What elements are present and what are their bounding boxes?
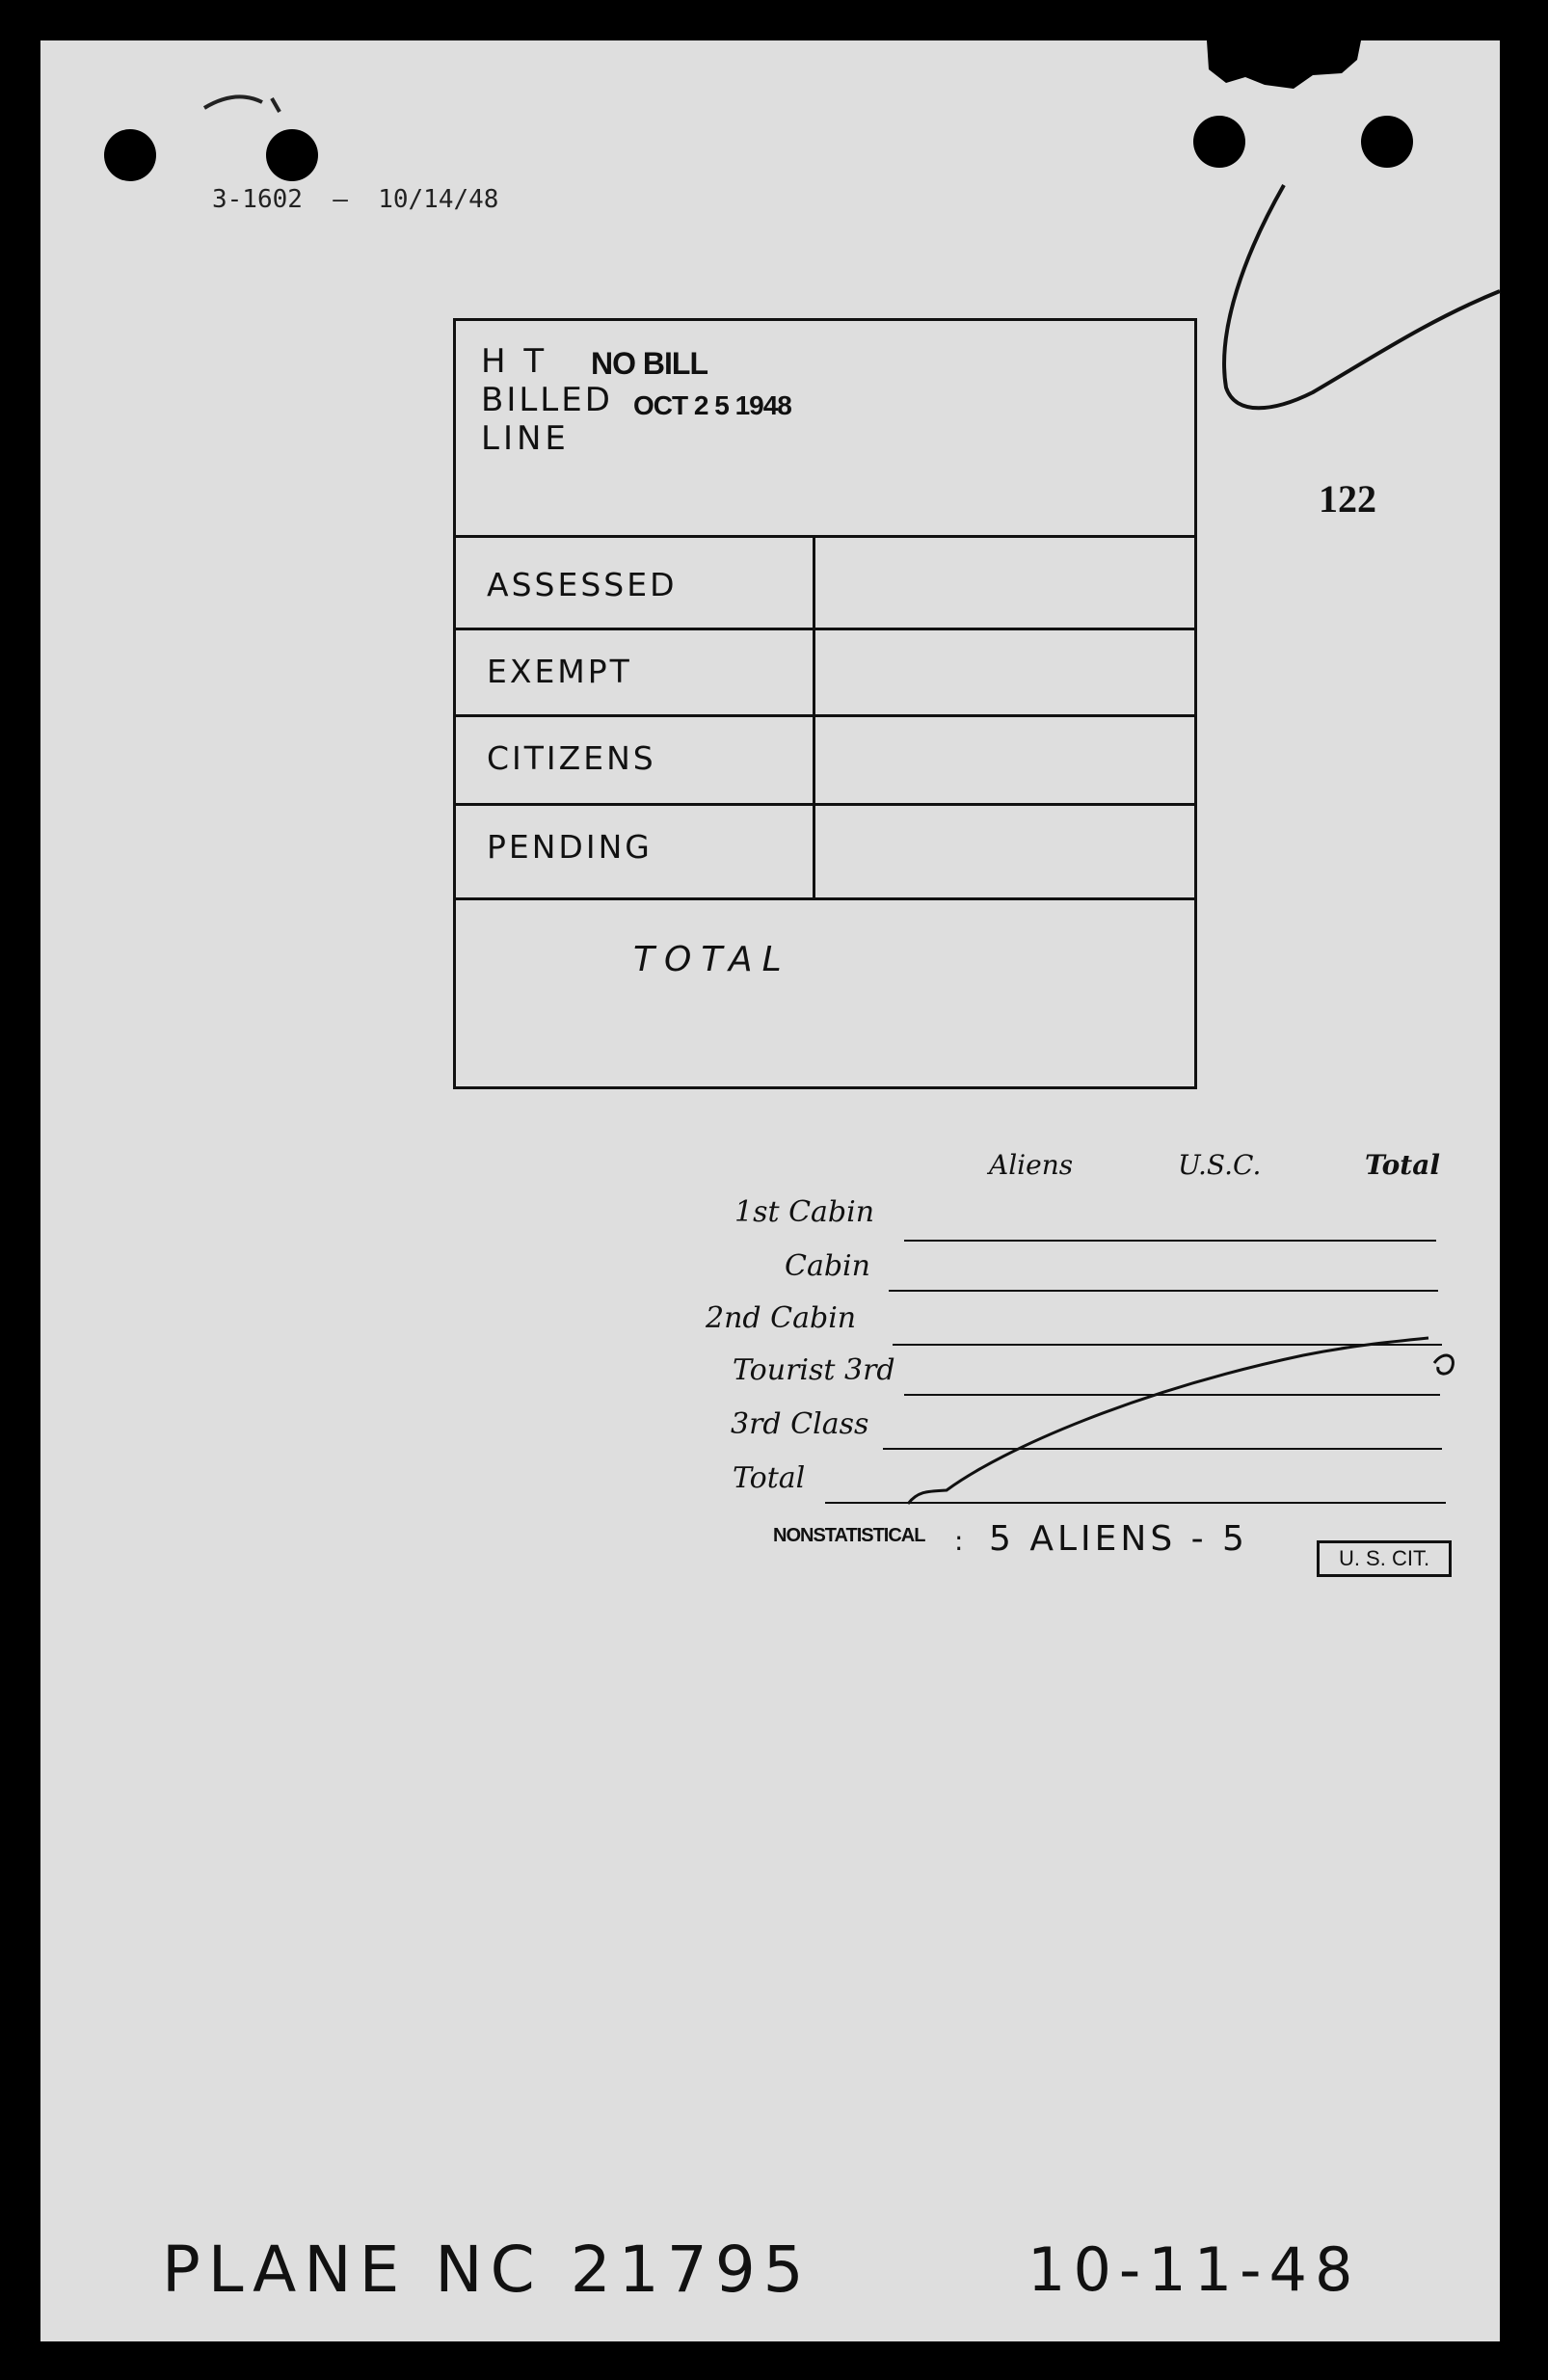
- document-sheet: [40, 40, 1500, 2341]
- punch-hole: [266, 129, 318, 181]
- ref-dash: —: [317, 185, 363, 214]
- punch-hole: [104, 129, 156, 181]
- file-ref-date: 10/14/48: [378, 185, 499, 214]
- file-reference: [212, 185, 498, 214]
- code-ht: H T: [481, 342, 548, 381]
- ink-mark: [195, 79, 310, 127]
- status-box: [453, 318, 1197, 1089]
- nonstatistical-value: 5 ALIENS - 5: [989, 1519, 1248, 1559]
- plane-number: PLANE NC 21795: [162, 2233, 812, 2307]
- torn-corner-mark: [1168, 40, 1400, 108]
- nonstatistical-colon: :: [954, 1525, 964, 1557]
- row-exempt: EXEMPT: [487, 653, 632, 690]
- row-divider: [456, 628, 1194, 630]
- us-cit-box: U. S. CIT.: [1317, 1540, 1452, 1577]
- row-assessed: ASSESSED: [487, 566, 678, 603]
- box-column-divider: [813, 535, 815, 899]
- page-number: 122: [1319, 477, 1376, 521]
- total-label: TOTAL: [633, 940, 791, 979]
- box-divider: [456, 535, 1194, 538]
- row-divider: [456, 897, 1194, 900]
- row-pending: PENDING: [487, 828, 653, 866]
- row-divider: [456, 714, 1194, 717]
- punch-hole: [1193, 116, 1245, 168]
- row-citizens: CITIZENS: [487, 739, 656, 777]
- column-total: Total: [1365, 1149, 1441, 1181]
- row-cabin: Cabin: [785, 1249, 870, 1283]
- strike-line: [889, 1294, 1486, 1525]
- row-tourist-3rd: Tourist 3rd: [733, 1353, 895, 1387]
- row-line: [904, 1240, 1436, 1242]
- no-bill-stamp: NO BILL: [591, 346, 707, 381]
- row-2nd-cabin: 2nd Cabin: [706, 1301, 857, 1335]
- file-ref-number: 3-1602: [212, 185, 303, 214]
- code-billed: BILLED: [481, 381, 613, 419]
- code-line: LINE: [481, 419, 570, 458]
- check-mark: [1178, 175, 1506, 465]
- row-line: [889, 1290, 1438, 1292]
- row-divider: [456, 803, 1194, 806]
- row-3rd-class: 3rd Class: [731, 1407, 869, 1441]
- row-1st-cabin: 1st Cabin: [734, 1195, 875, 1229]
- row-total: Total: [733, 1461, 806, 1495]
- date-stamp: OCT 2 5 1948: [633, 390, 791, 420]
- punch-hole: [1361, 116, 1413, 168]
- footer-date: 10-11-48: [1028, 2234, 1361, 2305]
- nonstatistical-label: NONSTATISTICAL: [773, 1525, 925, 1546]
- column-usc: U.S.C.: [1178, 1149, 1262, 1181]
- column-aliens: Aliens: [989, 1149, 1074, 1181]
